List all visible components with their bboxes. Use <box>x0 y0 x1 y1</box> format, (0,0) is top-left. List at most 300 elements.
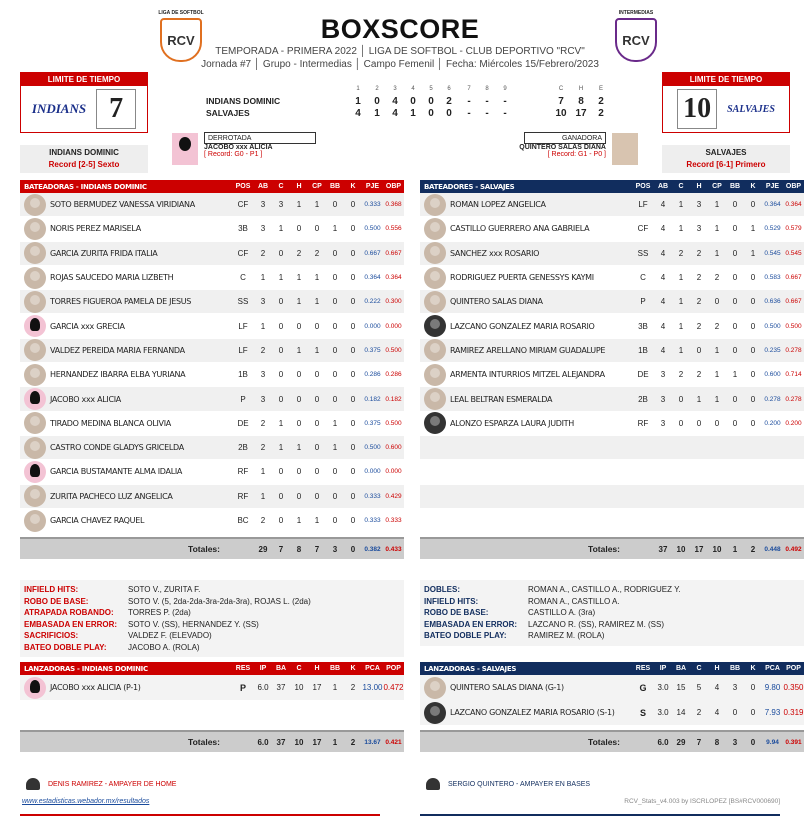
stat-cp: 1 <box>314 273 320 283</box>
player-cell <box>20 315 232 337</box>
stat-bb: 0 <box>732 224 738 234</box>
stat-res: P <box>239 682 246 693</box>
stat-ab: 1 <box>260 467 266 477</box>
stat-pje: 0.000 <box>364 322 381 330</box>
player-name: ZURITA PACHECO LUZ ANGELICA <box>50 491 173 501</box>
stat-cp: 2 <box>314 248 320 258</box>
player-cell <box>20 437 232 459</box>
stat-h: 0 <box>296 467 302 477</box>
stat-cp: 2 <box>714 273 720 283</box>
stat-bb: 1 <box>332 418 338 428</box>
note-row <box>20 619 404 631</box>
player-cell <box>20 194 232 216</box>
stat-ab: 4 <box>660 224 666 234</box>
stat-ab: 3 <box>260 224 266 234</box>
winning-label: GANADORA <box>524 132 606 144</box>
stat-ab: 3 <box>260 200 266 210</box>
stat-c: 1 <box>278 273 284 283</box>
stat-pos: CF <box>237 200 249 210</box>
empty-row <box>420 485 804 509</box>
note-row <box>420 584 804 596</box>
player-photo <box>424 291 446 313</box>
stat-pos: 2B <box>638 394 648 404</box>
table-row <box>20 266 404 290</box>
stat-k: 1 <box>750 248 756 258</box>
player-photo <box>24 437 46 459</box>
stat-c: 1 <box>678 273 684 283</box>
stat-c: 0 <box>278 467 284 477</box>
note-value: SOTO V. (SS), HERNANDEZ Y. (SS) <box>128 619 259 629</box>
stat-obp: 0.364 <box>785 201 802 209</box>
stat-bb: 0 <box>732 248 738 258</box>
stat-pje: 0.222 <box>364 298 381 306</box>
home-pitching-header <box>20 662 404 675</box>
player-name: ROJAS SAUCEDO MARIA LIZBETH <box>50 273 174 283</box>
stat-obp: 0.368 <box>385 201 402 209</box>
stat-k: 0 <box>350 443 356 453</box>
column-header: K <box>750 665 756 672</box>
player-photo <box>24 677 46 699</box>
pitcher-cell <box>420 702 632 724</box>
totals-ab: 29 <box>258 544 268 554</box>
totals-bb: 1 <box>732 544 738 554</box>
player-cell <box>420 267 632 289</box>
column-header: AB <box>257 183 269 190</box>
stat-c: 1 <box>678 297 684 307</box>
stat-res: G <box>639 682 647 693</box>
stat-bb: 0 <box>332 370 338 380</box>
column-header: BB <box>329 665 341 672</box>
stat-c: 0 <box>278 248 284 258</box>
stat-ab: 3 <box>260 394 266 404</box>
player-photo <box>24 242 46 264</box>
player-cell <box>420 388 632 410</box>
stat-cp: 1 <box>314 345 320 355</box>
stat-cp: 0 <box>314 394 320 404</box>
stat-pos: 1B <box>238 370 248 380</box>
player-cell <box>20 485 232 507</box>
column-header: RES <box>635 665 651 672</box>
note-value: ROMAN A., CASTILLO A. <box>528 596 620 606</box>
stat-cp: 0 <box>314 443 320 453</box>
stat-c: 1 <box>678 200 684 210</box>
stat-h: 4 <box>714 708 720 717</box>
player-name: GARCIA CHAVEZ RAQUEL <box>50 516 145 525</box>
table-row <box>20 339 404 363</box>
stat-obp: 0.200 <box>785 419 802 427</box>
stat-obp: 0.278 <box>785 346 802 354</box>
totals-k: 2 <box>350 737 356 747</box>
stat-pca: 9.80 <box>764 683 781 692</box>
stat-cp: 1 <box>714 345 720 355</box>
away-batting-notes <box>420 580 804 646</box>
stat-pos: RF <box>637 418 649 428</box>
stat-bb: 0 <box>732 321 738 331</box>
footer-divider-right <box>420 814 780 816</box>
player-cell <box>20 267 232 289</box>
table-row <box>20 436 404 460</box>
stat-pje: 0.182 <box>364 395 381 403</box>
losing-pitcher-photo <box>172 133 198 165</box>
stat-h: 4 <box>714 683 720 692</box>
stat-obp: 0.278 <box>785 395 802 403</box>
inning-runs: 1 <box>374 108 380 119</box>
stat-obp: 0.286 <box>385 371 402 379</box>
totals-pca: 9.94 <box>766 738 779 746</box>
away-team-name: SALVAJES <box>705 148 747 157</box>
totals-ip: 6.0 <box>657 737 669 747</box>
stat-pca: 13.00 <box>362 683 383 692</box>
totals-pje: 0.382 <box>364 545 381 553</box>
stat-h: 0 <box>696 418 702 428</box>
inning-runs: - <box>467 108 471 119</box>
table-row <box>420 339 804 363</box>
away-team-box <box>662 72 790 133</box>
player-cell <box>20 291 232 313</box>
stat-pje: 0.500 <box>764 322 781 330</box>
inning-runs: - <box>503 108 507 119</box>
stat-k: 0 <box>750 708 756 717</box>
column-header: POP <box>786 665 801 672</box>
empty-row <box>420 509 804 533</box>
time-limit-label: LIMITE DE TIEMPO <box>21 73 147 86</box>
stat-pos: DE <box>237 418 249 428</box>
column-header: PCA <box>765 665 780 672</box>
stat-bb: 0 <box>732 297 738 307</box>
stat-h: 1 <box>296 516 302 525</box>
home-umpire-name: DENIS RAMIREZ - AMPAYER DE HOME <box>48 780 177 788</box>
stat-k: 1 <box>750 224 756 234</box>
stat-cp: 1 <box>714 248 720 258</box>
stat-pos: RF <box>237 491 249 501</box>
inning-number: 6 <box>447 86 451 92</box>
empty-row <box>420 436 804 460</box>
stat-ab: 3 <box>660 394 666 404</box>
stat-h: 2 <box>696 273 702 283</box>
player-name: ARMENTA INTURRIOS MITZEL ALEJANDRA <box>450 370 605 380</box>
player-name: JACOBO xxx ALICIA <box>50 394 121 404</box>
stat-k: 0 <box>750 200 756 210</box>
player-photo <box>24 291 46 313</box>
note-row <box>20 642 404 654</box>
stat-c: 1 <box>678 224 684 234</box>
stat-k: 0 <box>750 273 756 283</box>
stat-bb: 0 <box>332 321 338 331</box>
note-label: ROBO DE BASE: <box>24 596 89 606</box>
note-value: VALDEZ F. (ELEVADO) <box>128 631 212 640</box>
stat-obp: 0.429 <box>385 492 402 500</box>
inning-runs: 2 <box>446 96 452 107</box>
stat-c: 0 <box>278 491 284 501</box>
stat-ab: 4 <box>660 200 666 210</box>
stat-k: 0 <box>350 224 356 234</box>
player-name: QUINTERO SALAS DIANA <box>450 297 543 307</box>
player-photo <box>424 267 446 289</box>
totals-label: Totales: <box>588 737 620 747</box>
losing-pitcher-name: JACOBO xxx ALICIA <box>204 144 273 151</box>
stat-bb: 0 <box>332 394 338 404</box>
totals-c: 7 <box>278 544 284 554</box>
table-row <box>20 193 404 217</box>
stat-h: 1 <box>296 200 302 210</box>
stat-ab: 1 <box>260 321 266 331</box>
player-photo <box>24 485 46 507</box>
note-row <box>20 607 404 619</box>
note-label: BATEO DOBLE PLAY: <box>24 642 107 652</box>
totals-bb: 1 <box>332 737 338 747</box>
note-row <box>20 630 404 642</box>
totals-cp: 7 <box>314 544 320 554</box>
stat-ip: 3.0 <box>657 683 669 692</box>
table-row <box>420 242 804 266</box>
player-photo <box>24 218 46 240</box>
stat-pje: 0.500 <box>364 225 381 233</box>
base-umpire-name: SERGIO QUINTERO - AMPAYER EN BASES <box>448 780 591 788</box>
stat-k: 0 <box>350 418 356 428</box>
table-row <box>20 290 404 314</box>
inning-runs: 1 <box>355 96 361 107</box>
home-batting-totals <box>20 537 404 559</box>
stat-pje: 0.235 <box>764 346 781 354</box>
stat-bb: 1 <box>332 683 338 692</box>
stat-ab: 3 <box>260 297 266 307</box>
column-header: C <box>278 183 284 190</box>
stat-h: 0 <box>296 224 302 234</box>
stat-bb: 3 <box>732 683 738 692</box>
stat-h: 0 <box>296 418 302 428</box>
stat-pje: 0.529 <box>764 225 781 233</box>
stat-cp: 0 <box>314 224 320 234</box>
note-label: EMBASADA EN ERROR: <box>424 619 518 629</box>
column-header: BA <box>275 665 287 672</box>
totals-c: 10 <box>676 544 686 554</box>
column-header: POS <box>635 183 651 190</box>
stat-c: 0 <box>278 394 284 404</box>
stat-cp: 0 <box>314 370 320 380</box>
stat-bb: 1 <box>732 370 738 380</box>
stat-h: 0 <box>696 345 702 355</box>
note-row <box>420 596 804 608</box>
player-photo <box>24 461 46 483</box>
home-team-record: Record [2-5] Sexto <box>48 160 120 169</box>
stat-pos: DE <box>637 370 649 380</box>
totals-label: Totales: <box>188 544 220 555</box>
group-logo-label: INTERMEDIAS <box>618 10 654 16</box>
stat-cp: 2 <box>714 321 720 331</box>
totals-k: 2 <box>750 544 756 554</box>
stat-h: 3 <box>696 200 702 210</box>
stat-c: 0 <box>678 394 684 404</box>
totals-pop: 0.391 <box>785 738 802 746</box>
player-name: GARCIA BUSTAMANTE ALMA IDALIA <box>50 467 183 477</box>
column-header: BB <box>729 183 741 190</box>
stat-pos: P <box>240 394 246 404</box>
inning-runs: - <box>467 96 471 107</box>
note-value: LAZCANO R. (SS), RAMIREZ M. (SS) <box>528 619 665 629</box>
table-row <box>20 217 404 241</box>
column-header: BB <box>729 665 741 672</box>
player-cell <box>20 242 232 264</box>
results-link[interactable]: www.estadisticas.webador.mx/resultados <box>22 798 150 805</box>
stat-cp: 1 <box>714 394 720 404</box>
player-photo <box>24 267 46 289</box>
rhe-value: 2 <box>598 108 604 119</box>
stat-obp: 0.714 <box>785 371 802 379</box>
stat-h: 1 <box>296 273 302 283</box>
totals-ab: 37 <box>658 544 668 554</box>
umpire-icon <box>426 778 440 790</box>
stat-pos: C <box>240 273 246 283</box>
player-photo <box>424 412 446 434</box>
totals-cp: 10 <box>712 544 722 554</box>
rhe-value: 10 <box>555 108 567 119</box>
stat-pje: 0.583 <box>764 274 781 282</box>
stat-k: 0 <box>350 345 356 355</box>
totals-ba: 29 <box>676 737 686 747</box>
note-label: SACRIFICIOS: <box>24 631 79 640</box>
stat-pje: 0.333 <box>364 492 381 500</box>
player-cell <box>20 339 232 361</box>
stat-pos: C <box>640 273 646 283</box>
pitcher-cell <box>20 677 232 699</box>
inning-runs: - <box>485 108 489 119</box>
stat-c: 1 <box>278 418 284 428</box>
stat-res: S <box>639 707 646 718</box>
footer-divider-left <box>20 814 380 816</box>
inning-runs: 1 <box>410 108 416 119</box>
column-header: K <box>750 183 756 190</box>
away-team-logo: SALVAJES <box>727 103 775 115</box>
stat-obp: 0.333 <box>385 517 402 524</box>
logo-text: RCV <box>622 32 650 48</box>
logo-text: RCV <box>167 32 195 48</box>
home-batting-header <box>20 180 404 193</box>
column-header: C <box>678 183 684 190</box>
stat-pje: 0.286 <box>364 371 381 379</box>
table-title: BATEADORAS - INDIANS DOMINIC <box>24 182 147 191</box>
stat-cp: 1 <box>314 516 320 525</box>
stat-pos: SS <box>637 248 649 258</box>
player-photo <box>24 388 46 410</box>
note-value: CASTILLO A. (3ra) <box>528 608 596 617</box>
stat-bb: 0 <box>332 491 338 501</box>
rhe-label: C <box>558 86 564 92</box>
inning-number: 3 <box>393 86 397 92</box>
stat-obp: 0.667 <box>785 274 802 282</box>
pitcher-name: QUINTERO SALAS DIANA (G-1) <box>450 683 564 692</box>
player-photo <box>24 364 46 386</box>
away-pitching-totals <box>420 730 804 752</box>
stat-c: 1 <box>278 443 284 453</box>
stat-obp: 0.500 <box>385 419 402 427</box>
totals-c: 7 <box>696 737 702 747</box>
stat-k: 0 <box>350 248 356 258</box>
stat-obp: 0.182 <box>385 395 402 403</box>
player-name: CASTILLO GUERRERO ANA GABRIELA <box>450 224 590 234</box>
inning-number: 1 <box>356 86 360 92</box>
player-photo <box>424 364 446 386</box>
player-name: RAMIREZ ARELLANO MIRIAM GUADALUPE <box>450 345 606 355</box>
note-label: DOBLES: <box>424 585 460 594</box>
pitcher-row <box>20 675 404 700</box>
stat-bb: 0 <box>332 345 338 355</box>
winning-pitcher-name: QUINTERO SALAS DIANA <box>519 144 606 151</box>
stat-pos: CF <box>637 224 649 234</box>
stat-c: 0 <box>678 418 684 428</box>
stat-pop: 0.472 <box>383 683 404 692</box>
inning-runs: 4 <box>392 96 398 107</box>
column-header: POP <box>386 665 401 672</box>
player-name: LEAL BELTRAN ESMERALDA <box>450 394 553 404</box>
totals-h: 17 <box>694 544 704 554</box>
stat-bb: 0 <box>732 708 738 717</box>
stat-pje: 0.364 <box>764 201 781 209</box>
home-score: 7 <box>96 89 136 129</box>
column-header: AB <box>657 183 669 190</box>
table-row <box>20 412 404 436</box>
player-photo <box>24 339 46 361</box>
inning-runs: 0 <box>410 96 416 107</box>
player-photo <box>424 677 446 699</box>
table-row <box>420 193 804 217</box>
stat-pos: LF <box>238 345 248 355</box>
column-header: IP <box>659 665 667 672</box>
stat-pje: 0.500 <box>364 444 381 452</box>
stat-obp: 0.500 <box>785 322 802 330</box>
player-cell <box>420 364 632 386</box>
stat-c: 1 <box>278 224 284 234</box>
table-row <box>420 290 804 314</box>
column-header: K <box>350 665 356 672</box>
stat-pos: LF <box>238 321 248 331</box>
stat-h: 1 <box>696 394 702 404</box>
column-header: RES <box>235 665 251 672</box>
note-label: BATEO DOBLE PLAY: <box>424 631 507 640</box>
stat-pje: 0.600 <box>764 371 781 379</box>
stat-obp: 0.500 <box>385 346 402 354</box>
player-name: RODRIGUEZ PUERTA GENESSYS KAYMI <box>450 273 594 283</box>
league-logo-label: LIGA DE SOFTBOL <box>158 10 204 16</box>
totals-k: 0 <box>750 737 756 747</box>
stat-k: 2 <box>350 683 356 692</box>
note-value: TORRES P. (2da) <box>128 608 191 617</box>
losing-label: DERROTADA <box>204 132 316 144</box>
stat-h: 2 <box>296 248 302 258</box>
stat-bb: 0 <box>332 297 338 307</box>
away-score: 10 <box>677 89 717 129</box>
away-batting-header <box>420 180 804 193</box>
home-team-logo: INDIANS <box>31 101 87 116</box>
column-header: OBP <box>785 183 802 190</box>
inning-runs: 0 <box>446 108 452 119</box>
table-title: BATEADORES - SALVAJES <box>424 182 515 191</box>
rhe-value: 7 <box>558 96 564 107</box>
note-label: EMBASADA EN ERROR: <box>24 619 118 629</box>
stat-bb: 0 <box>732 273 738 283</box>
note-value: ROMAN A., CASTILLO A., RODRIGUEZ Y. <box>528 585 681 594</box>
stat-ab: 1 <box>260 491 266 501</box>
away-team-name-box <box>662 145 790 173</box>
stat-c: 3 <box>278 200 284 210</box>
losing-pitcher-block <box>204 132 316 158</box>
stat-ab: 2 <box>260 248 266 258</box>
stat-h: 0 <box>296 491 302 501</box>
page-title: BOXSCORE <box>320 14 480 44</box>
stat-obp: 0.545 <box>785 249 802 257</box>
stat-k: 0 <box>350 370 356 380</box>
stat-cp: 0 <box>314 491 320 501</box>
note-label: INFIELD HITS: <box>424 596 479 606</box>
